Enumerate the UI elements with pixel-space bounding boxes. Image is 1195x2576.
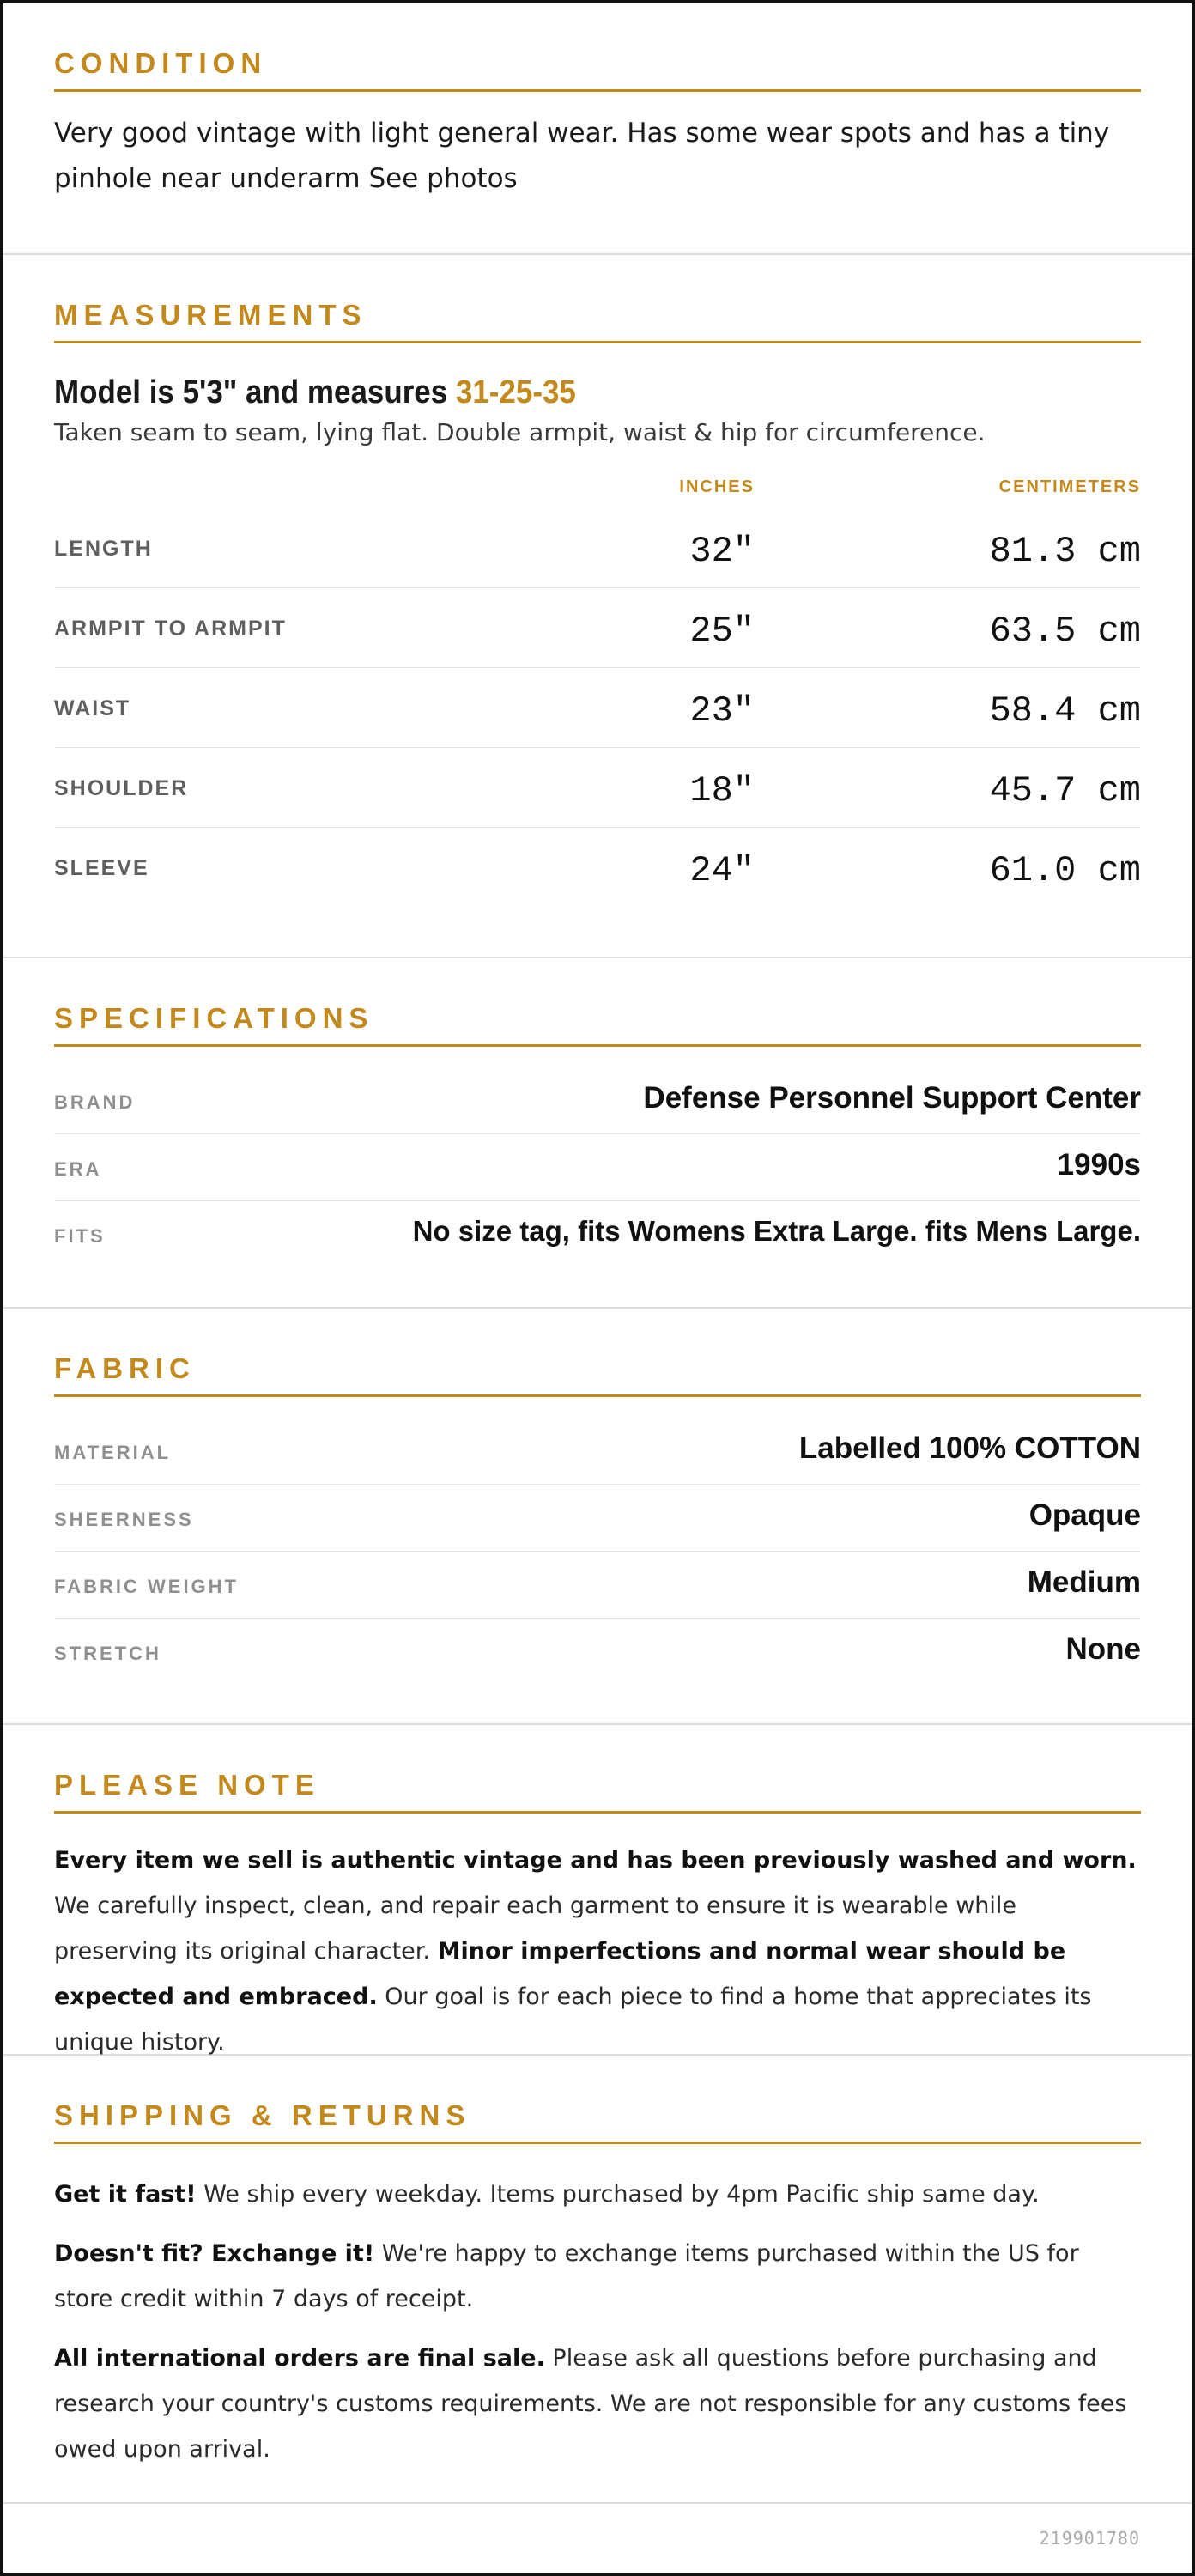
measurement-cm: 61.0 cm (989, 850, 1141, 891)
model-info (54, 373, 1054, 412)
measurement-label: SHOULDER (54, 776, 189, 800)
fabric-value: None (1065, 1632, 1141, 1666)
measurement-cm: 63.5 cm (989, 611, 1141, 652)
fabric-row-sheerness (54, 1485, 1141, 1552)
shipping-fast-text: We ship every weekday. Items purchased by 4pm Pacific ship same day. (196, 2181, 1040, 2208)
condition-section (3, 3, 1192, 255)
centimeters-column-header: CENTIMETERS (998, 477, 1141, 496)
shipping-fast-bold: Get it fast! (54, 2181, 197, 2208)
fabric-value: Opaque (1028, 1498, 1141, 1532)
shipping-title: SHIPPING & RETURNS (54, 2056, 1141, 2144)
international-text: Please ask all questions before purchasing and research your country's customs requirements. We are not responsible for any customs fees owed upon arrival. (54, 2345, 1127, 2463)
measurements-title: MEASUREMENTS (54, 255, 1141, 343)
measurement-label: SLEEVE (54, 856, 149, 880)
exchange-paragraph (54, 2231, 1141, 2322)
specifications-list (54, 1067, 1141, 1267)
fabric-value: Medium (1027, 1565, 1141, 1599)
note-text-1: We carefully inspect, clean, and repair each garment to ensure it is wearable while preserving its original character. (54, 1893, 1017, 1965)
item-id: 219901780 (1039, 2528, 1140, 2549)
note-bold-2: Minor imperfections and normal wear should be expected and embraced. (54, 1938, 1066, 2010)
spec-label: FITS (54, 1225, 106, 1247)
condition-title: CONDITION (54, 3, 1141, 92)
fabric-row-weight (54, 1552, 1141, 1619)
condition-text: Very good vintage with light general wear. Has some wear spots and has a tiny pinhole near underarm See photos (54, 118, 1110, 194)
fabric-value: Labelled 100% COTTON (798, 1431, 1141, 1465)
international-paragraph (54, 2336, 1141, 2472)
measurement-inches: 23" (689, 690, 755, 732)
fabric-label: FABRIC WEIGHT (54, 1576, 239, 1597)
fabric-label: MATERIAL (54, 1442, 172, 1463)
measurement-row-shoulder (54, 748, 1141, 828)
shipping-section (3, 2056, 1192, 2504)
spec-row-fits (54, 1201, 1141, 1267)
model-info-prefix: Model is 5'3" and measures (54, 374, 456, 410)
model-measures: 31-25-35 (455, 374, 576, 410)
measurement-inches: 25" (689, 611, 755, 652)
spec-label: ERA (54, 1158, 102, 1180)
measurement-method-note: Taken seam to seam, lying flat. Double armpit, waist & hip for circumference. (54, 418, 986, 447)
fabric-label: SHEERNESS (54, 1509, 194, 1530)
fabric-row-material (54, 1418, 1141, 1485)
spec-value: 1990s (1057, 1148, 1141, 1182)
measurement-inches: 32" (689, 531, 755, 572)
fabric-row-stretch (54, 1619, 1141, 1685)
spec-value: No size tag, fits Womens Extra Large. fits Mens Large. (412, 1215, 1141, 1247)
measurement-cm: 58.4 cm (989, 690, 1141, 732)
spec-value: Defense Personnel Support Center (643, 1081, 1141, 1115)
exchange-bold: Doesn't fit? Exchange it! (54, 2240, 375, 2267)
please-note-title: PLEASE NOTE (54, 1725, 1141, 1814)
shipping-body (54, 2172, 1141, 2472)
measurement-row-sleeve (54, 828, 1141, 907)
measurement-label: ARMPIT TO ARMPIT (54, 617, 287, 641)
specifications-title: SPECIFICATIONS (54, 958, 1141, 1047)
measurements-section (3, 255, 1192, 958)
spec-row-brand (54, 1067, 1141, 1134)
measurement-row-length (54, 508, 1141, 588)
measurement-row-waist (54, 668, 1141, 748)
please-note-section (3, 1725, 1192, 2056)
measurement-inches: 18" (689, 770, 755, 811)
measurement-label: WAIST (54, 696, 131, 720)
fabric-section (3, 1309, 1192, 1725)
fabric-label: STRETCH (54, 1643, 161, 1664)
measurement-label: LENGTH (54, 537, 153, 561)
measurement-cm: 81.3 cm (989, 531, 1141, 572)
shipping-fast-paragraph (54, 2172, 1141, 2217)
measurements-table (54, 508, 1141, 907)
note-text-2: Our goal is for each piece to find a home that appreciates its unique history. (54, 1984, 1092, 2056)
fabric-title: FABRIC (54, 1309, 1141, 1397)
inches-column-header: INCHES (679, 477, 755, 496)
specifications-section (3, 958, 1192, 1309)
fabric-list (54, 1418, 1141, 1685)
measurement-cm: 45.7 cm (989, 770, 1141, 811)
exchange-text: We're happy to exchange items purchased within the US for store credit within 7 days of receipt. (54, 2240, 1079, 2312)
measurement-row-armpit (54, 588, 1141, 668)
measurements-header (54, 465, 1141, 508)
please-note-text (54, 1838, 1141, 2065)
measurement-inches: 24" (689, 850, 755, 891)
international-bold: All international orders are final sale. (54, 2345, 545, 2372)
note-bold-1: Every item we sell is authentic vintage and has been previously washed and worn. (54, 1847, 1137, 1874)
spec-label: BRAND (54, 1091, 136, 1113)
spec-row-era (54, 1134, 1141, 1201)
